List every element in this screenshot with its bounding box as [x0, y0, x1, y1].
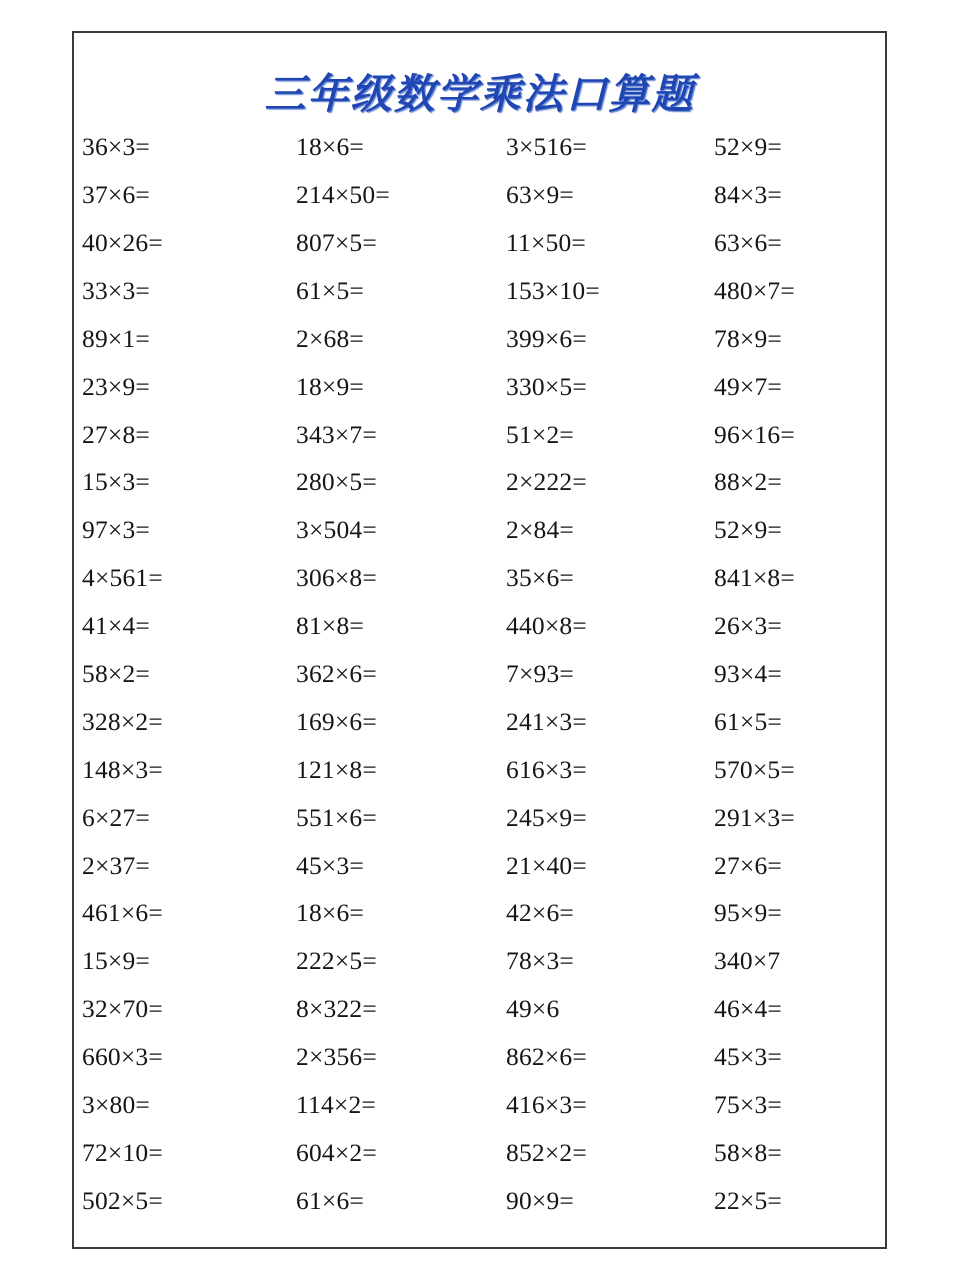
problem-item: 604×2= [296, 1137, 377, 1167]
problem-item: 52×9= [714, 132, 783, 162]
problem-item: 148×3= [82, 754, 163, 784]
problem-item: 84×3= [714, 180, 783, 210]
problem-item: 18×6= [296, 132, 365, 162]
problem-item: 45×3= [714, 1042, 783, 1072]
problem-item: 6×27= [82, 802, 151, 832]
problem-grid [82, 123, 877, 1224]
problem-item: 862×6= [506, 1042, 587, 1072]
problem-item: 41×4= [82, 611, 151, 641]
problem-item: 26×3= [714, 611, 783, 641]
problem-item: 58×2= [82, 658, 151, 688]
problem-item: 7×93= [506, 658, 575, 688]
problem-item: 46×4= [714, 994, 783, 1024]
problem-item: 440×8= [506, 611, 587, 641]
problem-item: 570×5= [714, 754, 795, 784]
problem-item: 222×5= [296, 946, 377, 976]
problem-item: 2×84= [506, 515, 575, 545]
problem-item: 81×8= [296, 611, 365, 641]
problem-item: 399×6= [506, 323, 587, 353]
problem-item: 42×6= [506, 898, 575, 928]
problem-item: 330×5= [506, 371, 587, 401]
problem-item: 63×6= [714, 227, 783, 257]
problem-item: 18×9= [296, 371, 365, 401]
problem-item: 8×322= [296, 994, 377, 1024]
problem-item: 61×5= [714, 706, 783, 736]
problem-item: 22×5= [714, 1185, 783, 1215]
problem-item: 841×8= [714, 563, 795, 593]
problem-item: 416×3= [506, 1090, 587, 1119]
problem-item: 58×8= [714, 1137, 783, 1167]
problem-item: 61×5= [296, 275, 365, 305]
problem-item: 362×6= [296, 658, 377, 688]
problem-item: 3×504= [296, 515, 377, 545]
problem-item: 21×40= [506, 850, 587, 880]
problem-item: 121×8= [296, 754, 377, 784]
problem-item: 23×9= [82, 371, 151, 401]
problem-item: 40×26= [82, 227, 163, 257]
problem-item: 35×6= [506, 563, 575, 593]
problem-item: 27×6= [714, 850, 783, 880]
problem-item: 97×3= [82, 515, 151, 545]
problem-item: 291×3= [714, 802, 795, 832]
problem-item: 3×80= [82, 1090, 151, 1119]
problem-item: 15×3= [82, 467, 151, 497]
problem-item: 3×516= [506, 132, 587, 162]
problem-item: 89×1= [82, 323, 151, 353]
problem-item: 660×3= [82, 1042, 163, 1072]
problem-item: 343×7= [296, 419, 377, 449]
problem-item: 45×3= [296, 850, 365, 880]
problem-item: 27×8= [82, 419, 151, 449]
problem-item: 78×3= [506, 946, 575, 976]
problem-item: 72×10= [82, 1137, 163, 1167]
worksheet-border-frame [72, 31, 887, 1249]
problem-item: 241×3= [506, 706, 587, 736]
problem-item: 4×561= [82, 563, 163, 593]
problem-item: 807×5= [296, 227, 377, 257]
problem-item: 96×16= [714, 419, 795, 449]
page-title: 三年级数学乘法口算题 [264, 71, 695, 117]
problem-item: 153×10= [506, 275, 600, 305]
problem-item: 551×6= [296, 802, 377, 832]
problem-item: 78×9= [714, 323, 783, 353]
problem-item: 2×222= [506, 467, 587, 497]
problem-item: 90×9= [506, 1185, 575, 1215]
problem-item: 15×9= [82, 946, 151, 976]
problem-item: 214×50= [296, 180, 390, 210]
problem-item: 2×356= [296, 1042, 377, 1072]
problem-item: 49×6 [506, 994, 560, 1024]
problem-item: 95×9= [714, 898, 783, 928]
problem-item: 245×9= [506, 802, 587, 832]
problem-item: 852×2= [506, 1137, 587, 1167]
problem-item: 18×6= [296, 898, 365, 928]
problem-item: 114×2= [296, 1090, 377, 1119]
problem-item: 36×3= [82, 132, 151, 162]
problem-item: 75×3= [714, 1090, 783, 1119]
problem-item: 502×5= [82, 1185, 163, 1215]
problem-item: 52×9= [714, 515, 783, 545]
problem-item: 340×7 [714, 946, 781, 976]
problem-item: 33×3= [82, 275, 151, 305]
problem-item: 49×7= [714, 371, 783, 401]
problem-item: 2×37= [82, 850, 151, 880]
problem-item: 169×6= [296, 706, 377, 736]
problem-item: 93×4= [714, 658, 783, 688]
problem-item: 51×2= [506, 419, 575, 449]
problem-item: 61×6= [296, 1185, 365, 1215]
problem-item: 306×8= [296, 563, 377, 593]
problem-item: 11×50= [506, 227, 587, 257]
problem-item: 461×6= [82, 898, 163, 928]
problem-item: 328×2= [82, 706, 163, 736]
problem-item: 480×7= [714, 275, 795, 305]
problem-item: 280×5= [296, 467, 377, 497]
problem-item: 2×68= [296, 323, 365, 353]
problem-item: 616×3= [506, 754, 587, 784]
problem-item: 63×9= [506, 180, 575, 210]
problem-item: 37×6= [82, 180, 151, 210]
problem-item: 32×70= [82, 994, 163, 1024]
problem-item: 88×2= [714, 467, 783, 497]
